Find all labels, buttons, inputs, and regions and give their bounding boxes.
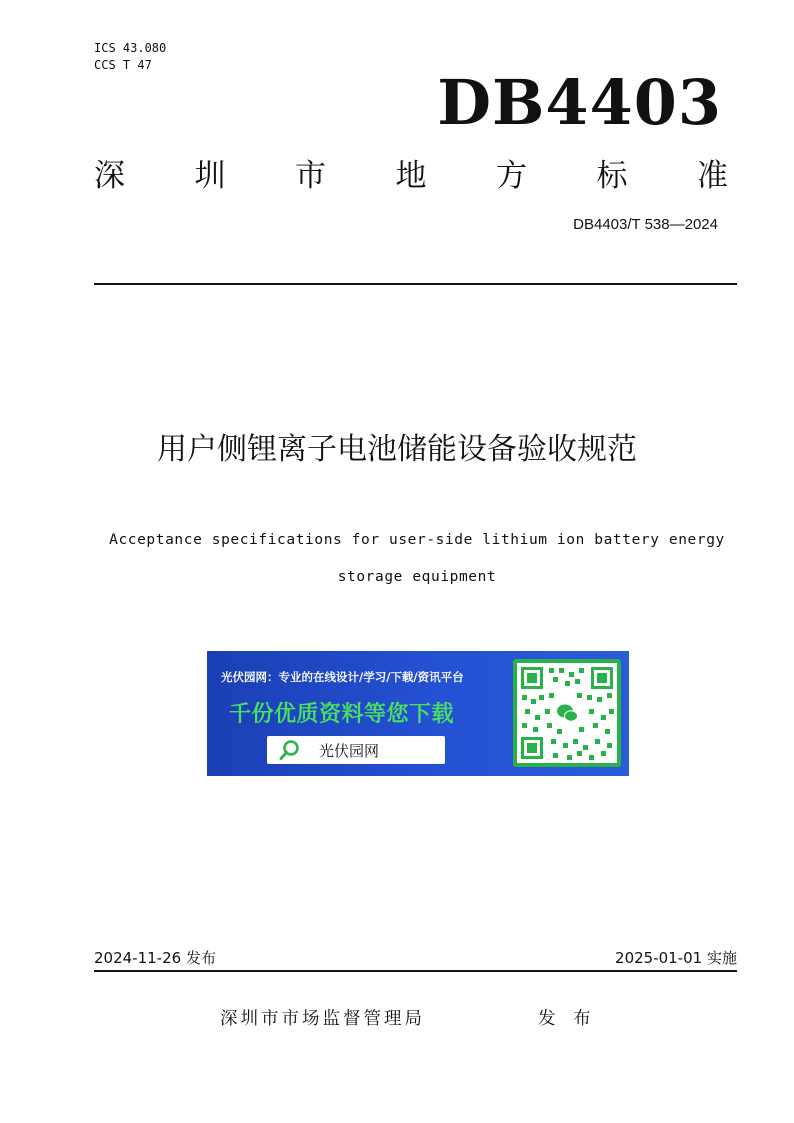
standard-type-char: 准 xyxy=(697,158,728,194)
wechat-icon xyxy=(555,701,579,725)
top-divider xyxy=(94,283,737,285)
standard-type-char: 深 xyxy=(94,158,125,194)
banner-tagline: 光伏园网：专业的在线设计/学习/下载/资讯平台 xyxy=(221,670,464,684)
ics-code: ICS 43.080 xyxy=(94,41,167,55)
issue-label: 发 布 xyxy=(538,1009,597,1029)
qr-code-icon xyxy=(513,659,621,767)
standard-type-heading xyxy=(94,154,728,198)
implementation-date: 2025-01-01 实施 xyxy=(615,949,737,967)
standard-type-char: 圳 xyxy=(194,158,226,194)
english-title-line-1: Acceptance specifications for user-side lithium ion battery energy xyxy=(109,532,725,548)
classification-codes xyxy=(94,40,166,74)
ad-banner[interactable] xyxy=(207,651,629,776)
standard-type-char: 地 xyxy=(395,158,427,194)
issuing-authority: 深圳市市场监督管理局 xyxy=(220,1009,425,1029)
standard-type-char: 标 xyxy=(596,158,628,194)
standard-code-large: DB4403 xyxy=(437,66,722,139)
issue-date: 2024-11-26 发布 xyxy=(94,949,216,967)
document-title-chinese: 用户侧锂离子电池储能设备验收规范 xyxy=(157,432,637,467)
search-icon xyxy=(279,739,301,761)
banner-search-box[interactable] xyxy=(267,736,445,764)
standard-number: DB4403/T 538—2024 xyxy=(573,216,718,233)
document-title-english xyxy=(60,522,774,596)
english-title-line-2: storage equipment xyxy=(337,569,497,585)
standard-type-char: 方 xyxy=(496,158,527,194)
banner-search-text: 光伏园网 xyxy=(319,741,380,760)
standard-type-char: 市 xyxy=(295,158,326,194)
ccs-code: CCS T 47 xyxy=(94,58,152,72)
bottom-divider xyxy=(94,970,737,972)
banner-headline: 千份优质资料等您下载 xyxy=(229,702,455,727)
